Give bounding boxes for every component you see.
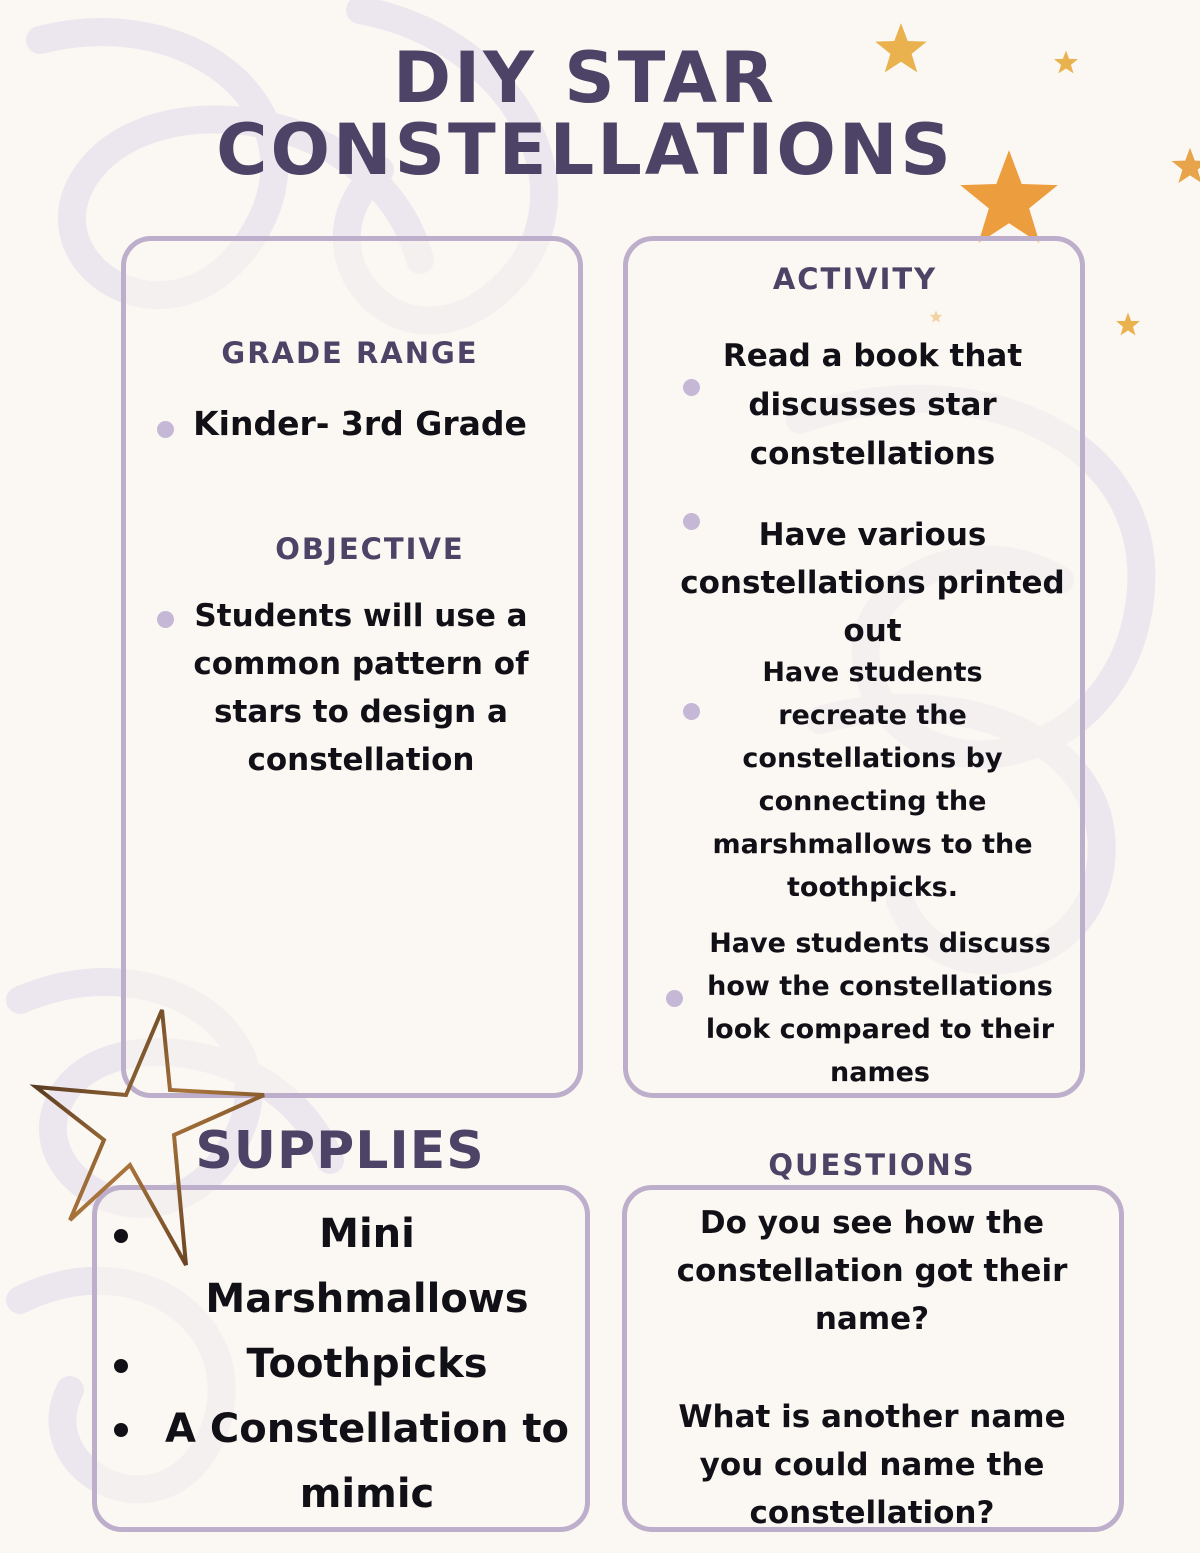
supply-line: Mini — [319, 1211, 415, 1257]
grade-range-heading: GRADE RANGE — [221, 336, 479, 370]
supply-line: Marshmallows — [205, 1276, 529, 1322]
star-icon — [872, 22, 930, 78]
objective-text — [180, 592, 542, 784]
activity-line: constellations by — [742, 743, 1003, 774]
star-icon — [1170, 145, 1200, 189]
activity-line: Have various — [758, 517, 987, 553]
grade-range-value: Kinder- 3rd Grade — [193, 404, 527, 443]
bullet-icon — [157, 611, 174, 628]
activity-item-4 — [690, 922, 1070, 1094]
activity-item-3 — [690, 651, 1055, 909]
activity-line: Read a book that — [722, 338, 1023, 374]
question-1 — [662, 1199, 1082, 1343]
page-title-line2: CONSTELLATIONS — [216, 109, 954, 191]
bullet-icon — [157, 421, 174, 438]
supply-line: Toothpicks — [246, 1341, 488, 1387]
question-line: you could name the — [699, 1447, 1045, 1483]
activity-line: connecting the — [758, 786, 987, 817]
star-icon — [1053, 50, 1079, 76]
bullet-icon — [114, 1423, 128, 1437]
question-line: name? — [814, 1301, 930, 1337]
activity-line: marshmallows to the — [712, 829, 1033, 860]
questions-heading: QUESTIONS — [768, 1148, 976, 1182]
objective-line: stars to design a — [214, 694, 508, 730]
activity-line: discusses star — [748, 387, 997, 423]
star-outline-icon — [34, 1005, 266, 1270]
activity-line: Have students — [762, 657, 983, 688]
objective-line: Students will use a — [194, 598, 528, 634]
activity-line: Have students discuss — [709, 928, 1051, 959]
activity-line: recreate the — [778, 700, 967, 731]
supplies-heading: SUPPLIES — [195, 1121, 485, 1181]
activity-heading: ACTIVITY — [772, 262, 938, 296]
supply-line: mimic — [299, 1471, 435, 1517]
activity-line: constellations — [749, 436, 996, 472]
activity-item-1 — [690, 332, 1055, 479]
activity-line: names — [830, 1057, 930, 1088]
question-line: constellation got their — [676, 1253, 1068, 1289]
activity-line: how the constellations — [707, 971, 1053, 1002]
activity-line: toothpicks. — [786, 872, 958, 903]
objective-line: constellation — [247, 742, 475, 778]
question-line: constellation? — [749, 1495, 995, 1531]
question-line: What is another name — [678, 1399, 1066, 1435]
supply-line: A Constellation to — [165, 1406, 569, 1452]
objective-heading: OBJECTIVE — [275, 532, 465, 566]
question-2 — [662, 1393, 1082, 1537]
activity-line: constellations printed — [680, 565, 1065, 601]
activity-line: look compared to their — [705, 1014, 1055, 1045]
objective-line: common pattern of — [193, 646, 529, 682]
question-line: Do you see how the — [699, 1205, 1045, 1241]
bullet-icon — [114, 1359, 128, 1373]
page-title-line1: DIY STAR — [392, 37, 777, 119]
star-icon — [1115, 312, 1141, 338]
activity-line: out — [843, 613, 902, 649]
activity-item-2 — [675, 511, 1070, 655]
bullet-icon — [666, 990, 683, 1007]
